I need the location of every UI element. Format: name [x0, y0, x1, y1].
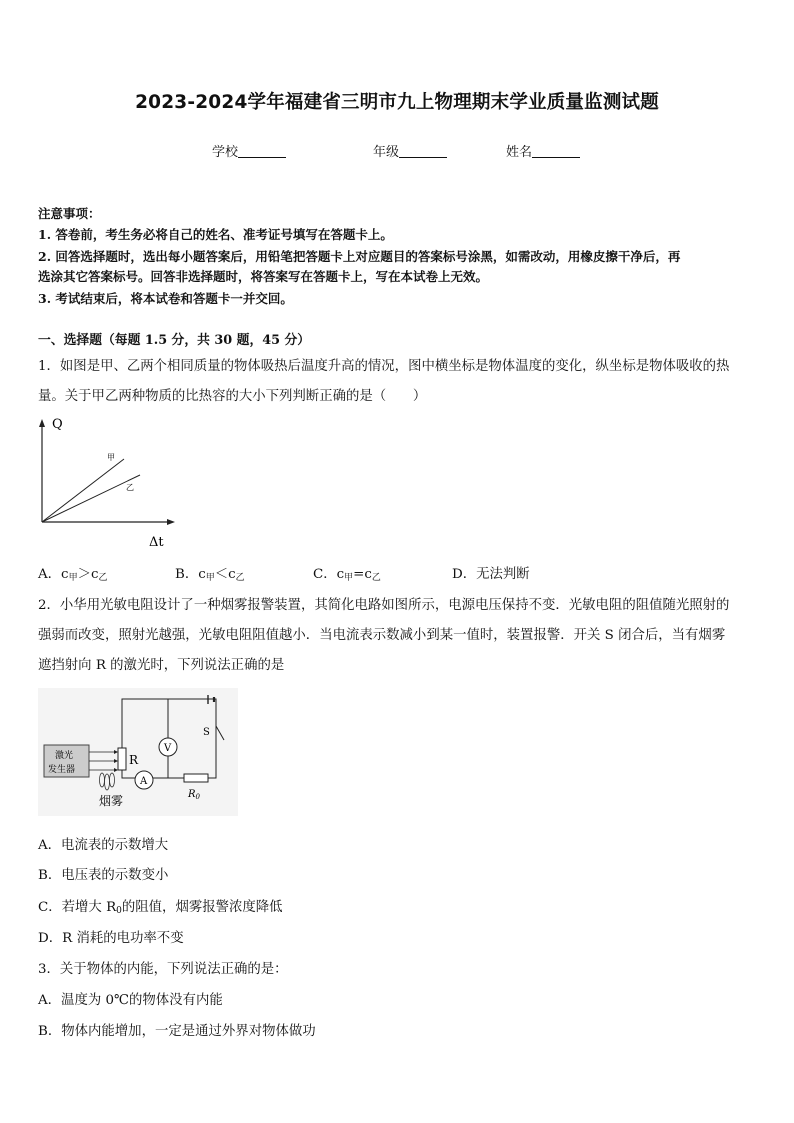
- line-jia-label: 甲: [107, 453, 115, 462]
- notice-item: 2. 回答选择题时，选出每小题答案后，用铅笔把答题卡上对应题目的答案标号涂黑，如需改动，用橡皮擦干净后，再: [38, 249, 681, 264]
- q1-option-a[interactable]: A．$c_甲>c_乙$: [38, 567, 108, 583]
- q1-option-c[interactable]: C．$c_甲=c_乙$: [313, 567, 381, 583]
- q2-option-b[interactable]: B．电压表的示数变小: [38, 868, 169, 883]
- r0-label: $R_0$: [188, 789, 200, 801]
- line-jia: [42, 459, 124, 522]
- y-axis-arrow: [39, 419, 45, 427]
- q1-option-b[interactable]: B．$c_甲<c_乙$: [175, 567, 245, 583]
- laser-label: 发生器: [48, 765, 76, 775]
- notice-item: 3. 考试结束后，将本试卷和答题卡一并交回。: [38, 291, 293, 306]
- q1-option-d[interactable]: D．无法判断: [452, 567, 530, 582]
- q3-option-b[interactable]: B．物体内能增加，一定是通过外界对物体做功: [38, 1024, 316, 1039]
- notice-item: 选涂其它答案标号。回答非选择题时，将答案写在答题卡上，写在本试卷上无效。: [38, 269, 489, 284]
- name-blank[interactable]: [532, 144, 580, 158]
- q2-option-a[interactable]: A．电流表的示数增大: [38, 838, 169, 853]
- q2-text-line: 2．小华用光敏电阻设计了一种烟雾报警装置，其简化电路如图所示，电源电压保持不变．光敏电阻的阻值随光照射的: [38, 598, 730, 613]
- x-axis-arrow: [167, 519, 175, 525]
- q3-text-line: 3．关于物体的内能，下列说法正确的是：: [38, 962, 288, 977]
- q1-text-line: 1．如图是甲、乙两个相同质量的物体吸热后温度升高的情况，图中横坐标是物体温度的变化，纵坐标是物体吸收的热: [38, 359, 730, 374]
- q2-text-line: 遮挡射向 R 的激光时，下列说法正确的是: [38, 658, 285, 673]
- resistor-r0: [184, 774, 208, 782]
- notice-item: 1. 答卷前，考生务必将自己的姓名、准考证号填写在答题卡上。: [38, 227, 393, 242]
- grade-field[interactable]: [373, 141, 447, 160]
- laser-label: 激光: [55, 751, 74, 761]
- name-label: 姓名: [506, 145, 533, 160]
- q3-option-a[interactable]: A．温度为 0℃的物体没有内能: [38, 993, 223, 1008]
- ammeter-label: A: [140, 776, 148, 787]
- y-axis-label: Q: [52, 417, 63, 432]
- q2-text-line: 强弱而改变，照射光越强，光敏电阻阻值越小．当电流表示数减小到某一值时，装置报警．开关 S 闭合后，当有烟雾: [38, 628, 726, 643]
- resistor-label: R: [129, 753, 139, 767]
- q2-option-d[interactable]: D．R 消耗的电功率不变: [38, 931, 184, 946]
- switch-label: S: [203, 727, 210, 738]
- q2-circuit-diagram: [38, 688, 238, 816]
- grade-blank[interactable]: [399, 144, 447, 158]
- school-field[interactable]: [212, 141, 286, 160]
- page-title: 2023-2024学年福建省三明市九上物理期末学业质量监测试题: [135, 92, 659, 113]
- notice-heading: 注意事项：: [38, 206, 101, 221]
- smoke-label: 烟雾: [99, 794, 124, 808]
- section-heading: 一、选择题（每题 1.5 分，共 30 题，45 分）: [38, 333, 311, 348]
- line-yi-label: 乙: [126, 483, 134, 492]
- photoresistor-r: [118, 748, 126, 770]
- grade-label: 年级: [373, 145, 400, 160]
- q1-graph: [30, 410, 190, 555]
- school-blank[interactable]: [238, 144, 286, 158]
- voltmeter-label: V: [164, 743, 172, 754]
- school-label: 学校: [212, 145, 239, 160]
- x-axis-label: Δt: [149, 535, 164, 550]
- name-field[interactable]: [506, 141, 580, 160]
- q2-option-c[interactable]: C．若增大 $R_0$的阻值，烟雾报警浓度降低: [38, 900, 283, 916]
- q1-text-line: 量。关于甲乙两种物质的比热容的大小下列判断正确的是（ ）: [38, 389, 427, 404]
